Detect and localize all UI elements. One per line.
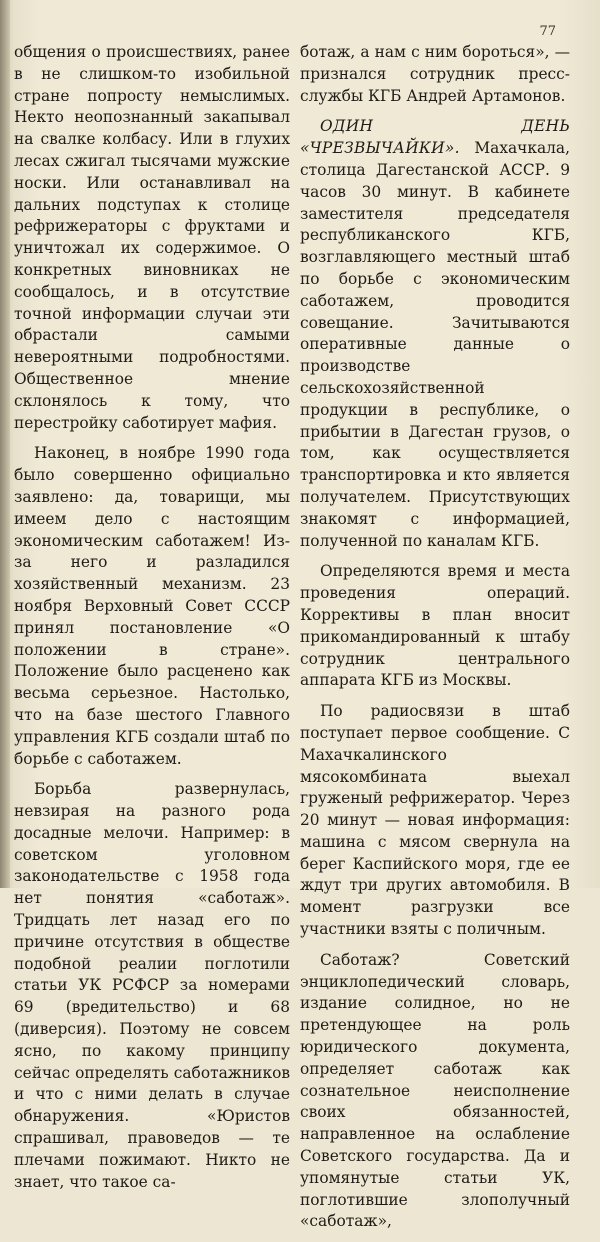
right-paragraph-4: Саботаж? Советский энциклопедический словарь, издание солидное, но не претендующее на роль юридического документа, определяет саботаж как сознательное неисполнение своих обязанностей, направленное на ослабление Советского государства. Да и упомянутые статьи УК, поглотившие злополучный «саботаж», (300, 950, 570, 1231)
right-section-heading-paragraph (300, 116, 570, 552)
section-heading: ОДИН ДЕНЬ «ЧРЕЗВЫЧАЙКИ». (300, 117, 570, 158)
left-paragraph-1: общения о происшествиях, ранее в не слишком-то изобильной стране попросту немыслимых. Некто неопознанный закапывал на свалке колбасу. Или в глухих лесах сжигал тысячами мужские носки. Или останавливал на дальних подступах к столице рефрижераторы с фруктами и уничтожал их содержимое. О конкретных виновниках не сообщалось, и в отсутствие точной информации случаи эти обрастали самыми невероятными подробностями. Общественное мнение склонялось к тому, что перестройку саботирует мафия. (14, 43, 290, 432)
left-paragraph-2: Наконец, в ноябре 1990 года было совершенно официально заявлено: да, товарищи, мы имеем дело с настоящим экономическим саботажем! Из-за него и разладился хозяйственный механизм. 23 ноября Верховный Совет СССР принял постановление «О положении в стране». Положение было расценено как весьма серьезное. Настолько, что на базе шестого Главного управления КГБ создали штаб по борьбе с саботажем. (14, 444, 290, 768)
right-column (300, 42, 570, 1242)
left-paragraph-3: Борьба развернулась, невзирая на разного рода досадные мелочи. Например: в советском уголовном законодательстве с 1958 года нет понятия «саботаж». Тридцать лет назад его по причине отсутствия в обществе подобной реалии поглотили статьи УК РСФСР за номерами 69 (вредительство) и 68 (диверсия). Поэтому не совсем ясно, по какому принципу сейчас определять саботажников и что с ними делать в случае обнаружения. «Юристов спрашивал, правоведов — те плечами пожимают. Никто не знает, что такое са- (14, 780, 290, 1191)
section-heading-text: Махачкала, столица Дагестанской АССР. 9 часов 30 минут. В кабинете заместителя председателя республиканского КГБ, возглавляющего местный штаб по борьбе с экономическим саботажем, проводится совещание. Зачитываются оперативные данные о производстве сельскохозяйственной продукции в республике, о прибытии в Дагестан грузов, о том, как осуществляется транспортировка и кто является получателем. Присутствующих знакомят с информацией, полученной по каналам КГБ. (300, 139, 570, 550)
book-spine-shadow (0, 0, 10, 888)
right-paragraph-2: Определяются время и места проведения операций. Коррективы в план вносит прикомандированный к штабу сотрудник центрального аппарата КГБ из Москвы. (300, 562, 570, 690)
left-column (14, 42, 290, 1202)
right-paragraph-3: По радиосвязи в штаб поступает первое сообщение. С Махачкалинского мясокомбината выехал груженый рефрижератор. Через 20 минут — новая информация: машина с мясом свернула на берег Каспийского моря, где ее ждут три других автомобиля. В момент разгрузки все участники взяты с поличным. (300, 702, 570, 939)
right-paragraph-continuation: ботаж, а нам с ним бороться», — признался сотрудник пресс-службы КГБ Андрей Артамонов. (300, 43, 570, 105)
page-number: 77 (539, 24, 556, 39)
